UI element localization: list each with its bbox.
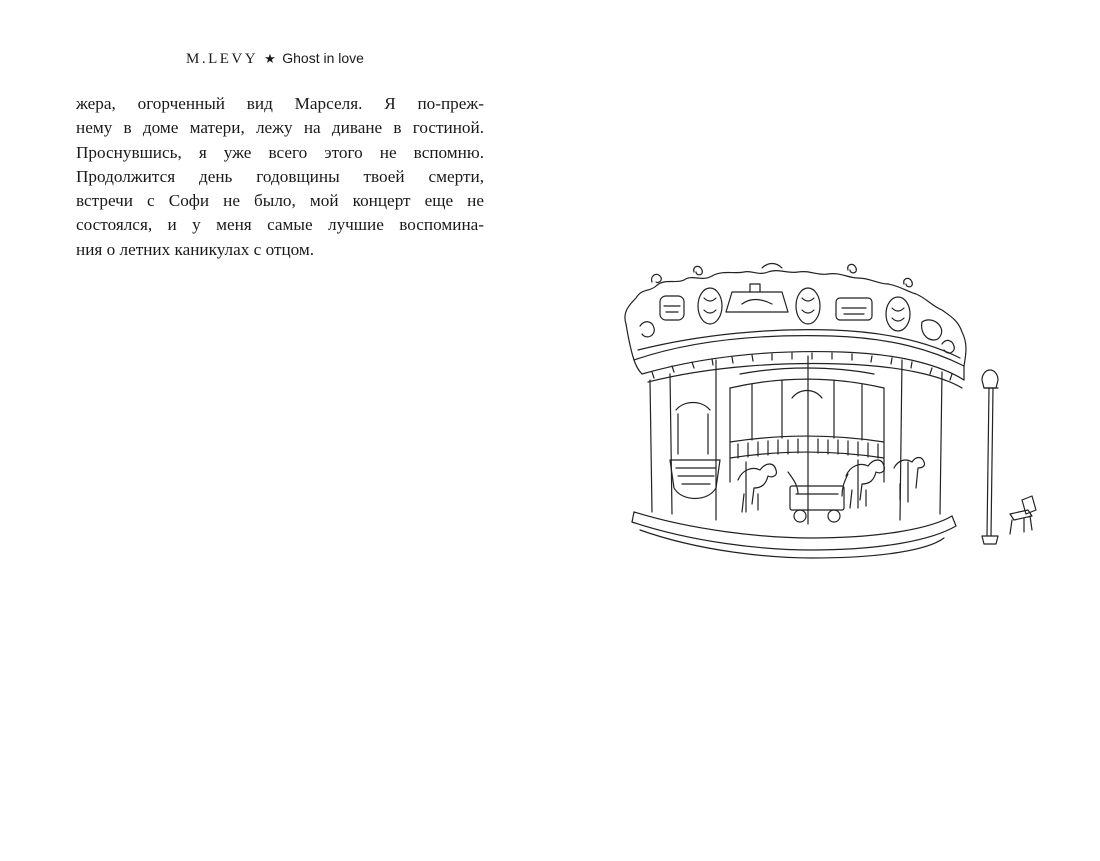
- body-text-line: ния о летних каникулах с отцом.: [76, 239, 315, 259]
- page-body-text: [76, 92, 484, 262]
- carousel-body: [632, 356, 956, 558]
- running-head-book-title: Ghost in love: [282, 50, 364, 66]
- body-text-line: нему в доме матери, лежу на диване в гостиной.: [76, 118, 484, 138]
- star-separator-icon: ★: [264, 51, 277, 66]
- carousel-crown: [625, 264, 966, 367]
- park-chair: [1010, 496, 1036, 534]
- running-head: [0, 50, 550, 68]
- body-text-line: Проснувшись, я уже всего этого не вспомню.: [76, 142, 484, 162]
- carousel-illustration: [612, 262, 1042, 567]
- lamp-post: [982, 370, 998, 544]
- body-text-line: встречи с Софи не было, мой концерт еще не: [76, 191, 484, 211]
- running-head-author: M.LEVY: [186, 51, 259, 67]
- body-text-line: состоялся, и у меня самые лучшие воспомина-: [76, 215, 484, 235]
- carousel-canopy: [634, 352, 964, 388]
- body-text-line: жера, огорченный вид Марселя. Я по-преж-: [76, 94, 484, 113]
- body-text-line: Продолжится день годовщины твоей смерти,: [76, 166, 484, 186]
